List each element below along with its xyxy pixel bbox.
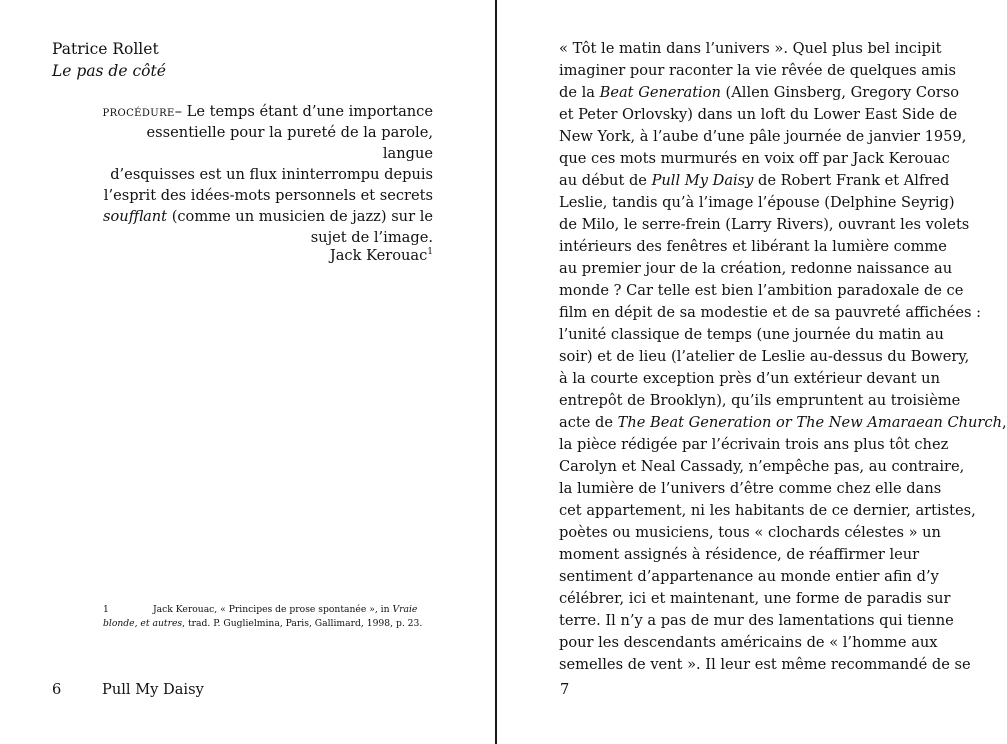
- body-line: [559, 170, 954, 192]
- body-line: [559, 280, 964, 302]
- epigraph-line-2: essentielle pour la pureté de la parole, langue: [146, 124, 433, 162]
- body-text-run: au premier jour de la création, redonne naissance au: [559, 260, 953, 277]
- body-text-run: New York, à l’aube d’une pâle journée de janvier 1959,: [559, 128, 967, 145]
- epigraph-line-4: l’esprit des idées-mots personnels et secrets: [103, 187, 433, 204]
- body-line: [559, 60, 954, 82]
- body-text-run: Leslie, tandis qu’à l’image l’épouse (Delphine Seyrig): [559, 194, 955, 211]
- epigraph-attribution: [200, 245, 433, 266]
- body-text-run: intérieurs des fenêtres et libérant la lumière comme: [559, 238, 947, 255]
- footnote-author: Jack Kerouac, « Principes de prose spontanée », in: [153, 604, 390, 615]
- body-line: [559, 258, 954, 280]
- body-text-run: soir) et de lieu (l’atelier de Leslie au-dessus du Bowery,: [559, 348, 970, 365]
- body-text-run: poètes ou musiciens, tous « clochards célestes » un: [559, 524, 941, 541]
- body-line: [559, 632, 954, 654]
- page-number-left: 6: [52, 681, 62, 698]
- body-text-run: moment assignés à résidence, de réaffirmer leur: [559, 546, 920, 563]
- body-line: [559, 148, 954, 170]
- body-text: [559, 38, 1007, 676]
- body-line: [559, 368, 954, 390]
- footnote-reference[interactable]: 1: [427, 247, 433, 258]
- body-line: [559, 38, 954, 60]
- body-line: [559, 456, 965, 478]
- body-text-run: semelles de vent ». Il leur est même recommandé de se: [559, 656, 971, 673]
- epigraph-italic-word: soufflant: [103, 208, 168, 225]
- body-line: [559, 324, 954, 346]
- body-line: [559, 390, 961, 412]
- page-gutter-divider: [495, 0, 497, 744]
- body-text-run: imaginer pour raconter la vie rêvée de quelques amis: [559, 62, 956, 79]
- epigraph-line-6: sujet de l’image.: [310, 229, 433, 246]
- body-line: [559, 544, 954, 566]
- body-line: [559, 104, 958, 126]
- footnote: [103, 603, 448, 631]
- body-text-run: monde ? Car telle est bien l’ambition paradoxale de ce: [559, 282, 964, 299]
- body-text-run: ,: [1001, 414, 1007, 431]
- body-italic-title: Pull My Daisy: [651, 172, 754, 189]
- body-line: [559, 236, 954, 258]
- body-text-run: (Allen Ginsberg, Gregory Corso: [720, 84, 960, 101]
- footnote-number: 1: [103, 604, 109, 615]
- body-line: [559, 610, 954, 632]
- body-text-run: la lumière de l’univers d’être comme chez elle dans: [559, 480, 942, 497]
- body-text-run: au début de: [559, 172, 652, 189]
- attribution-author: Jack Kerouac: [329, 247, 428, 264]
- body-text-run: entrepôt de Brooklyn), qu’ils empruntent au troisième: [559, 392, 961, 409]
- body-text-run: et Peter Orlovsky) dans un loft du Lower East Side de: [559, 106, 958, 123]
- body-italic-title: The Beat Generation or The New Amaraean Church: [617, 414, 1002, 431]
- body-text-run: film en dépit de sa modestie et de sa pauvreté affichées :: [559, 304, 982, 321]
- epigraph-line-1: – Le temps étant d’une importance: [174, 103, 433, 120]
- body-line: [559, 566, 954, 588]
- body-line: [559, 192, 954, 214]
- body-text-run: de la: [559, 84, 600, 101]
- body-line: [559, 346, 970, 368]
- body-text-run: cet appartement, ni les habitants de ce dernier, artistes,: [559, 502, 976, 519]
- body-line: [559, 412, 1007, 434]
- epigraph-lead-word: procédure: [102, 103, 175, 120]
- body-text-run: célébrer, ici et maintenant, une forme de paradis sur: [559, 590, 951, 607]
- body-text-run: pour les descendants américains de « l’homme aux: [559, 634, 938, 651]
- body-line: [559, 214, 970, 236]
- body-text-run: que ces mots murmurés en voix off par Jack Kerouac: [559, 150, 950, 167]
- body-line: [559, 82, 960, 104]
- body-text-run: Carolyn et Neal Cassady, n’empêche pas, au contraire,: [559, 458, 965, 475]
- body-text-run: acte de: [559, 414, 618, 431]
- body-line: [559, 522, 954, 544]
- body-text-run: la pièce rédigée par l’écrivain trois ans plus tôt chez: [559, 436, 949, 453]
- epigraph-line-5: (comme un musicien de jazz) sur le: [171, 208, 433, 225]
- chapter-subtitle: Le pas de côté: [52, 62, 166, 80]
- body-line: [559, 126, 967, 148]
- epigraph: [100, 101, 433, 248]
- footnote-title: Vraie blonde, et autres: [103, 604, 418, 629]
- body-text-run: sentiment d’appartenance au monde entier afin d’y: [559, 568, 939, 585]
- author-name: Patrice Rollet: [52, 40, 159, 58]
- body-text-run: de Milo, le serre-frein (Larry Rivers), ouvrant les volets: [559, 216, 970, 233]
- body-text-run: terre. Il n’y a pas de mur des lamentations qui tienne: [559, 612, 954, 629]
- page-number-right: 7: [560, 681, 570, 698]
- body-line: [559, 588, 954, 610]
- body-line: [559, 478, 954, 500]
- body-text-run: « Tôt le matin dans l’univers ». Quel plus bel incipit: [559, 40, 942, 57]
- body-italic-title: Beat Generation: [599, 84, 721, 101]
- body-text-run: l’unité classique de temps (une journée du matin au: [559, 326, 944, 343]
- body-line: [559, 654, 971, 676]
- epigraph-line-3: d’esquisses est un flux ininterrompu depuis: [110, 166, 433, 183]
- footnote-rest: , trad. P. Guglielmina, Paris, Gallimard, 1998, p. 23.: [182, 618, 423, 629]
- body-line: [559, 434, 954, 456]
- running-title: Pull My Daisy: [102, 681, 204, 698]
- body-line: [559, 302, 982, 324]
- body-line: [559, 500, 976, 522]
- body-text-run: à la courte exception près d’un extérieur devant un: [559, 370, 940, 387]
- body-text-run: de Robert Frank et Alfred: [753, 172, 950, 189]
